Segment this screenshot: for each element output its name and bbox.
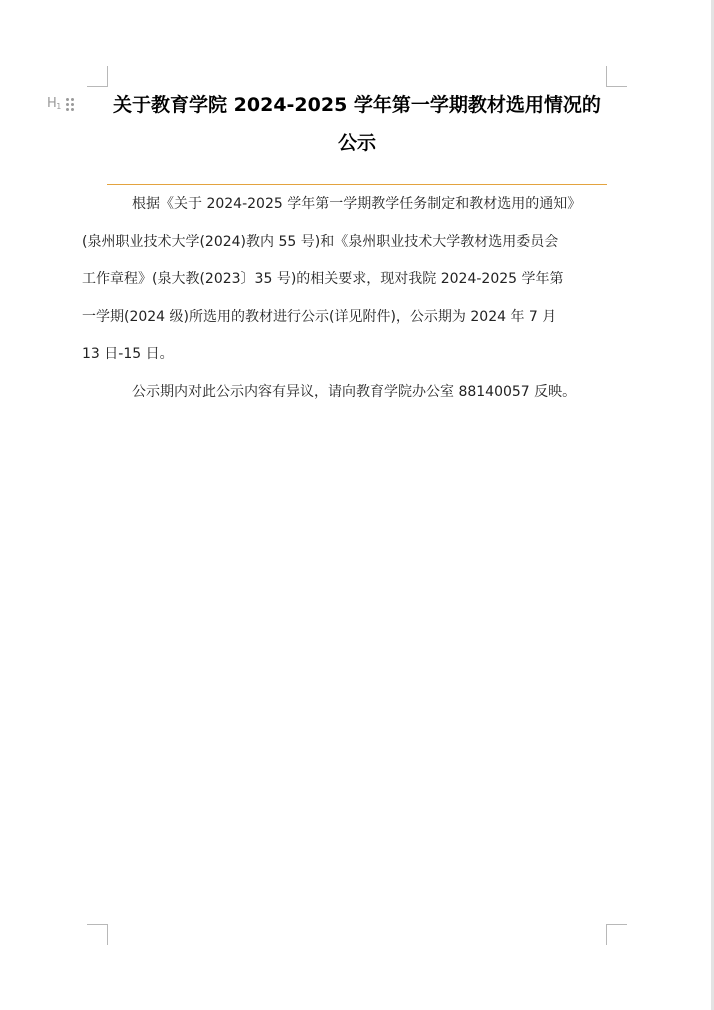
document-title[interactable]: 关于教育学院 2024-2025 学年第一学期教材选用情况的公示 <box>113 94 601 154</box>
crop-mark-top-right <box>606 66 627 87</box>
title-divider <box>107 184 607 185</box>
paragraph-line: 工作章程》(泉大教(2023〕35 号)的相关要求，现对我院 2024-2025 学年第 <box>82 271 564 287</box>
paragraph-line: (泉州职业技术大学(2024)教内 55 号)和《泉州职业技术大学教材选用委员会 <box>82 233 559 250</box>
paragraph-basis[interactable] <box>82 186 607 374</box>
paragraph-line: 一学期(2024 级)所选用的教材进行公示(详见附件)，公示期为 2024 年 7 月 <box>82 308 557 325</box>
crop-mark-top-left <box>87 66 108 87</box>
document-body[interactable] <box>82 186 607 411</box>
crop-mark-bottom-right <box>606 924 627 945</box>
paragraph-line: 公示期内对此公示内容有异议，请向教育学院办公室 88140057 反映。 <box>132 383 577 400</box>
drag-handle-icon[interactable] <box>66 98 74 111</box>
paragraph-objection[interactable] <box>107 374 607 412</box>
paragraph-line: 根据《关于 2024-2025 学年第一学期教学任务制定和教材选用的通知》 <box>132 196 582 212</box>
paragraph-line: 13 日-15 日。 <box>82 346 174 362</box>
heading-handle[interactable] <box>47 95 74 114</box>
heading-1-icon[interactable]: $H_1$ <box>47 96 61 111</box>
crop-mark-bottom-left <box>87 924 108 945</box>
